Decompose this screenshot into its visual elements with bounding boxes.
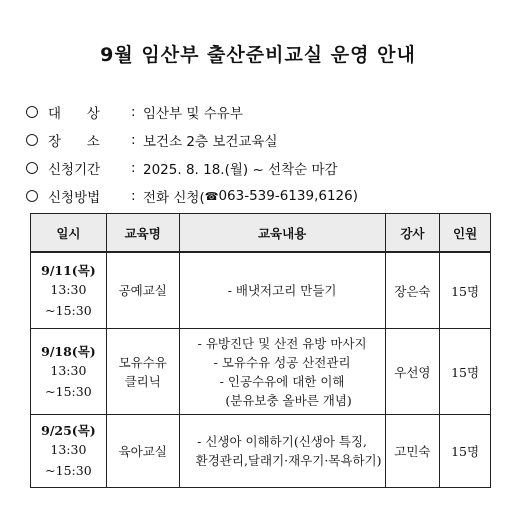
session-date: 9/18(목) <box>41 343 96 359</box>
info-label: 신청방법 <box>48 190 101 206</box>
content-line: - 배냇저고리 만들기 <box>227 283 337 298</box>
session-time-start: 13:30 <box>50 362 87 378</box>
header-datetime: 일시 <box>31 214 107 253</box>
info-value: 2025. 8. 18.(월) ~ 선착순 마감 <box>143 162 338 178</box>
info-list <box>26 98 358 210</box>
cell-people: 15명 <box>440 415 491 488</box>
cell-datetime <box>31 329 107 415</box>
phone-number: 063-539-6139,6126) <box>218 188 358 204</box>
cell-instructor: 우선영 <box>385 329 440 415</box>
session-time-end: ~15:30 <box>45 383 92 399</box>
info-target: 대 상 : 임산부 및 수유부 <box>26 98 358 126</box>
cell-people: 15명 <box>440 329 491 415</box>
course-name: 클리닉 <box>124 373 161 389</box>
cell-instructor: 장은숙 <box>385 252 440 329</box>
cell-course <box>106 252 179 329</box>
info-label: 신청기간 <box>48 162 101 178</box>
session-time-end: ~15:30 <box>45 463 92 478</box>
content-line: - 유방진단 및 산전 유방 마사지 <box>197 335 367 351</box>
cell-people: 15명 <box>440 252 491 329</box>
header-people: 인원 <box>440 214 491 253</box>
header-content: 교육내용 <box>179 214 385 253</box>
schedule-table <box>30 213 491 488</box>
info-location: 장 소 : 보건소 2층 보건교육실 <box>26 126 358 154</box>
session-time-end: ~15:30 <box>45 302 92 318</box>
course-name: 공예교실 <box>118 283 167 298</box>
cell-datetime <box>31 415 107 488</box>
phone-icon: ☎ <box>204 189 219 203</box>
circle-bullet-icon <box>26 106 38 118</box>
session-time-start: 13:30 <box>50 442 87 457</box>
info-value: 보건소 2층 보건교육실 <box>143 134 278 150</box>
cell-content <box>179 415 385 488</box>
header-course: 교육명 <box>106 214 179 253</box>
table-row <box>31 329 491 415</box>
table-header-row <box>31 214 491 253</box>
circle-bullet-icon <box>26 162 38 174</box>
cell-instructor: 고민숙 <box>385 415 440 488</box>
cell-datetime <box>31 252 107 329</box>
cell-course <box>106 415 179 488</box>
session-date: 9/25(목) <box>41 423 96 438</box>
page-title: 9월 임산부 출산준비교실 운영 안내 <box>100 44 416 66</box>
info-label: 장 소 <box>48 134 100 150</box>
table-row <box>31 252 491 329</box>
info-value-prefix: 전화 신청( <box>143 190 205 206</box>
content-line: (분유보충 올바른 개념) <box>225 392 352 408</box>
cell-content <box>179 252 385 329</box>
cell-course <box>106 329 179 415</box>
content-line: 환경관리,달래기·재우기·목욕하기) <box>195 453 382 468</box>
info-period: 신청기간 : 2025. 8. 18.(월) ~ 선착순 마감 <box>26 154 358 182</box>
circle-bullet-icon <box>26 134 38 146</box>
content-line: - 신생아 이해하기(신생아 특징, <box>197 434 368 449</box>
course-name: 모유수유 <box>118 354 167 370</box>
session-time-start: 13:30 <box>50 281 87 297</box>
info-method: 신청방법 : 전화 신청( ☎ 063-539-6139,6126) <box>26 182 358 210</box>
info-value: 임산부 및 수유부 <box>143 106 243 122</box>
content-line: - 모유수유 성공 산전관리 <box>213 354 351 370</box>
cell-content <box>179 329 385 415</box>
circle-bullet-icon <box>26 190 38 202</box>
table-row <box>31 415 491 488</box>
session-date: 9/11(목) <box>41 262 96 278</box>
header-instructor: 강사 <box>385 214 440 253</box>
info-label: 대 상 <box>48 106 100 122</box>
course-name: 육아교실 <box>118 443 167 459</box>
content-line: - 인공수유에 대한 이해 <box>219 373 345 389</box>
